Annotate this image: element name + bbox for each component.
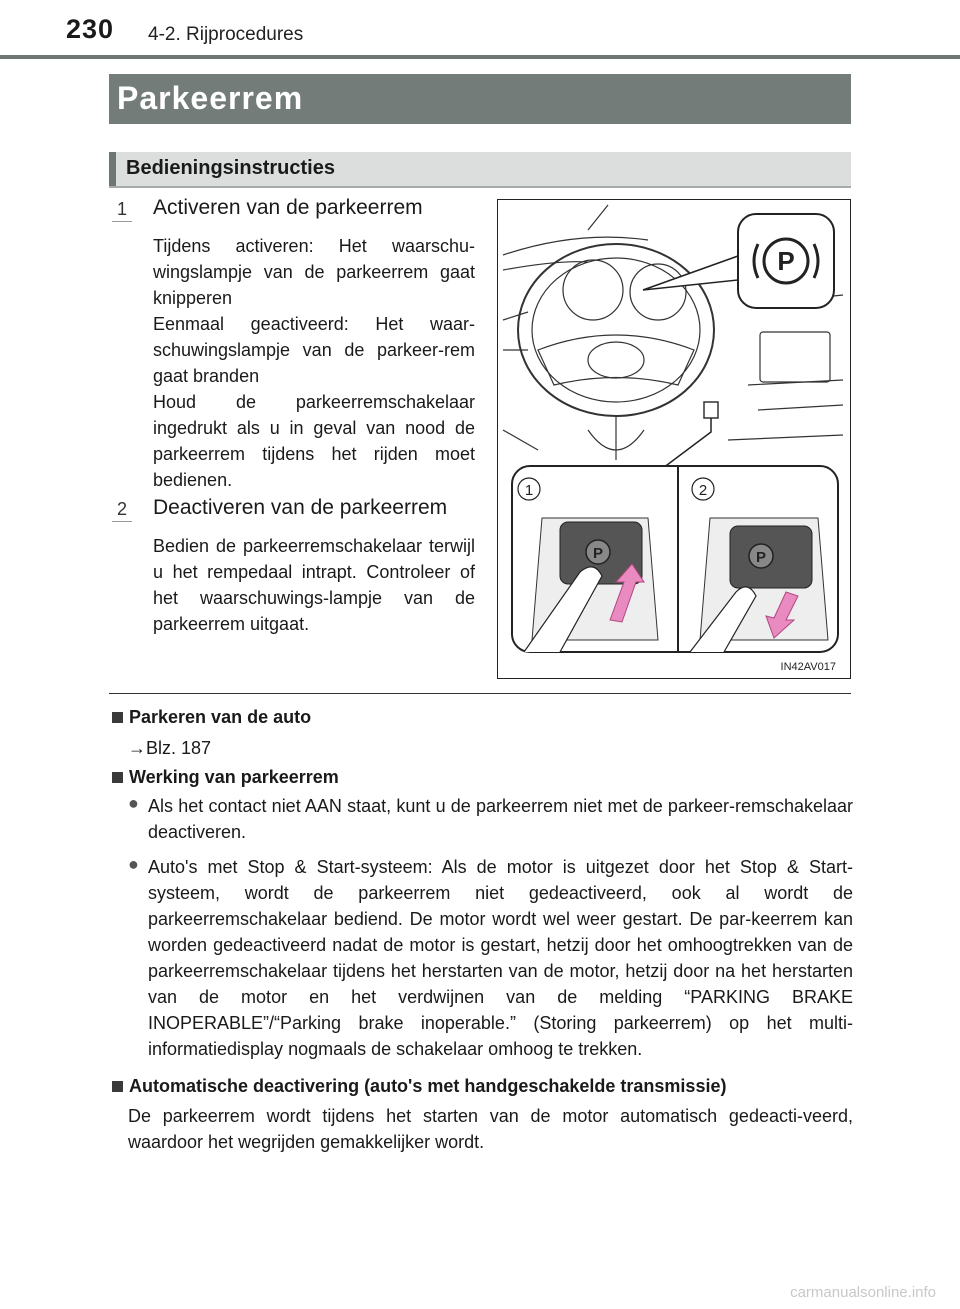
callout-pointer bbox=[643, 256, 738, 290]
center-display bbox=[760, 332, 830, 382]
switch-p-letter: P bbox=[592, 545, 604, 562]
watermark: carmanualsonline.info bbox=[790, 1284, 936, 1301]
dashboard-line bbox=[503, 430, 538, 450]
step-number: 1 bbox=[112, 199, 132, 220]
subheading: Bedieningsinstructies bbox=[126, 157, 335, 179]
steering-wheel-center bbox=[588, 342, 644, 378]
subheading-accent bbox=[109, 152, 116, 186]
page-reference: →Blz. 187 bbox=[128, 738, 212, 758]
panel-label: 1 bbox=[524, 482, 534, 499]
dashboard-line bbox=[728, 435, 843, 440]
note-heading: Automatische deactivering (auto's met handgeschakelde transmissie) bbox=[112, 1076, 726, 1097]
square-bullet-icon bbox=[112, 772, 123, 783]
gauge-right bbox=[630, 264, 686, 320]
gauge-left bbox=[563, 260, 623, 320]
callout-bubble bbox=[643, 214, 834, 308]
notes-divider bbox=[109, 693, 851, 694]
illustration-drawing bbox=[498, 200, 850, 678]
page-title: Parkeerrem bbox=[117, 80, 304, 116]
square-bullet-icon bbox=[112, 1081, 123, 1092]
section-label: 4-2. Rijprocedures bbox=[148, 24, 304, 45]
bullet-dot-icon: ● bbox=[128, 854, 139, 874]
panel-label: 2 bbox=[698, 482, 708, 499]
step-number: 2 bbox=[112, 499, 132, 520]
note-text: De parkeerrem wordt tijdens het starten van de motor automatisch gedeacti-veerd, waardoor het wegrijden gemakkelijker wordt. bbox=[128, 1106, 853, 1152]
step-title: Activeren van de parkeerrem bbox=[153, 196, 423, 219]
note-heading: Werking van parkeerrem bbox=[112, 767, 339, 788]
detail-panel bbox=[512, 466, 838, 652]
step-paragraph: Eenmaal geactiveerd: Het waar-schuwingslampje van de parkeer-rem gaat branden bbox=[153, 314, 475, 386]
note-heading: Parkeren van de auto bbox=[112, 707, 311, 728]
step-paragraph: Houd de parkeerremschakelaar ingedrukt als u in geval van nood de parkeerrem tijdens het rijden moet bedienen. bbox=[153, 392, 475, 490]
dashboard-line bbox=[588, 205, 608, 230]
steering-wheel-rim bbox=[518, 244, 714, 416]
header-divider bbox=[0, 55, 960, 59]
parking-brake-illustration bbox=[497, 199, 851, 679]
parking-brake-icon-letter: P bbox=[777, 246, 795, 276]
step-paragraph: Bedien de parkeerremschakelaar terwijl u het rempedaal intrapt. Controleer of het waarschuwings-lampje van de parkeerrem uitgaat. bbox=[153, 536, 475, 634]
bullet-dot-icon: ● bbox=[128, 793, 139, 813]
subheading-bar bbox=[109, 152, 851, 186]
step-title: Deactiveren van de parkeerrem bbox=[153, 496, 448, 519]
bullet-text: Als het contact niet AAN staat, kunt u de parkeerrem niet met de parkeer-remschakelaar deactiveren. bbox=[148, 796, 853, 842]
figure-code: IN42AV017 bbox=[780, 661, 836, 673]
subheading-divider bbox=[109, 186, 851, 188]
switch-p-letter: P bbox=[755, 549, 767, 566]
dashboard-line bbox=[503, 312, 528, 320]
step-paragraph: Tijdens activeren: Het waarschu-wingslampje van de parkeerrem gaat knipperen bbox=[153, 236, 475, 308]
dashboard-line bbox=[758, 405, 843, 410]
bullet-text: Auto's met Stop & Start-systeem: Als de motor is uitgezet door het Stop & Start-systeem, wordt de parkeerrem niet gedeactiveerd, ook al wordt de parkeerremschakelaar bediend. De motor wordt wel weer gestart. De par-keerrem kan worden gedeactiveerd nadat de motor is gestart, hetzij door het omhoogtrekken van de parkeerremschakelaar tijdens het herstarten van de motor, hetzij door na het herstarten van de motor en het verdwijnen van de melding “PARKING BRAKE INOPERABLE”/“Parking brake inoperable.” (Storing parkeerrem) op het multi-informatiedisplay nogmaals de schakelaar omhoog te trekken. bbox=[148, 857, 853, 1059]
square-bullet-icon bbox=[112, 712, 123, 723]
page-number: 230 bbox=[66, 14, 115, 44]
parking-brake-switch-location bbox=[704, 402, 718, 418]
leader-line bbox=[663, 418, 711, 468]
page-title-bar bbox=[109, 74, 851, 124]
